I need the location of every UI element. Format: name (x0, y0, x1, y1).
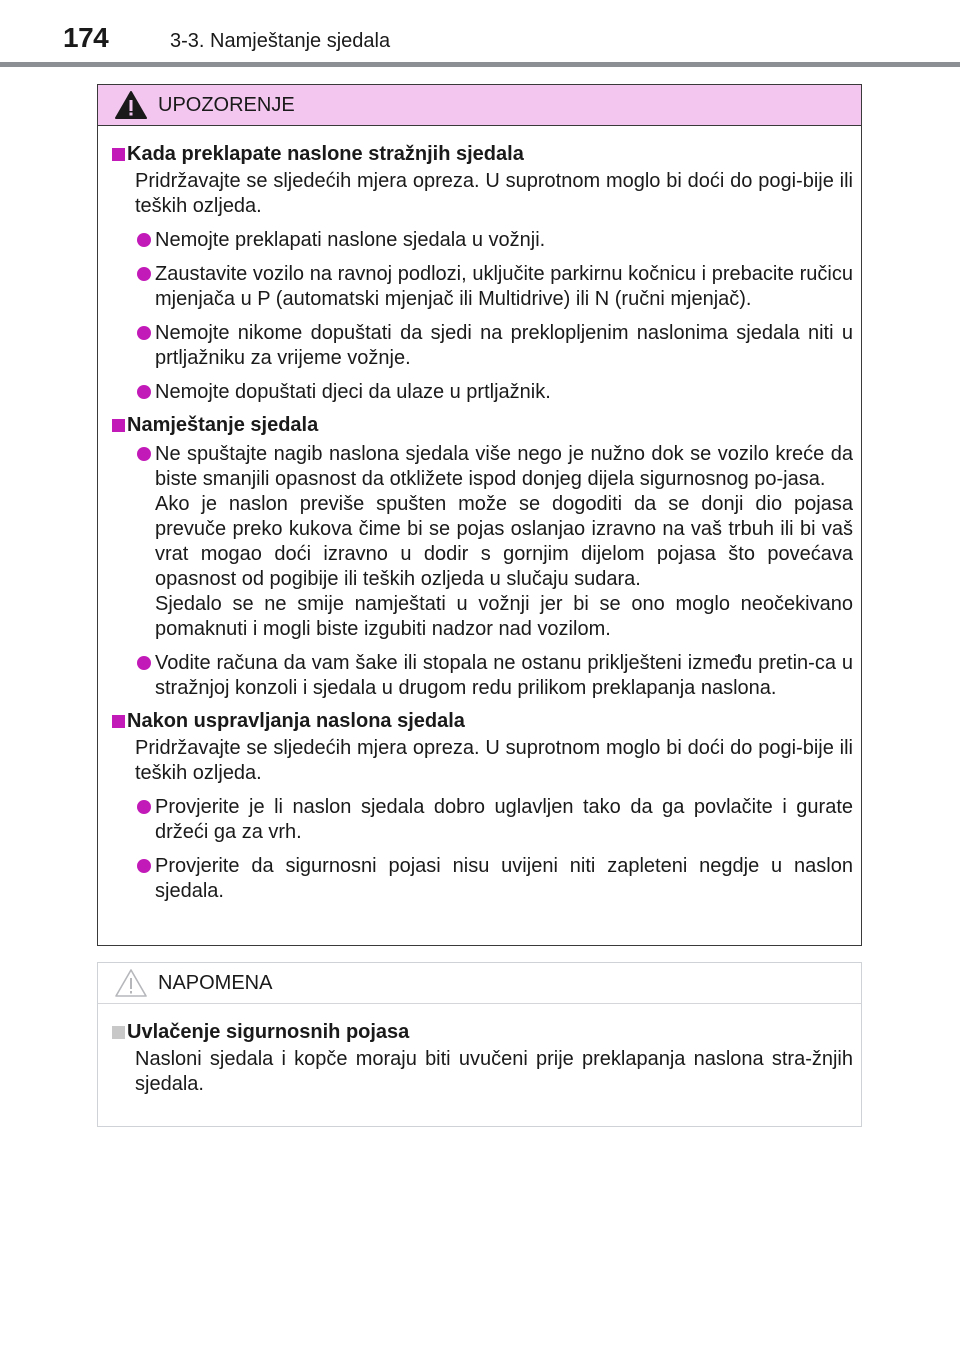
warning-box (97, 84, 862, 946)
list-item: Zaustavite vozilo na ravnoj podlozi, uključite parkirnu kočnicu i prebacite ručicu mjenjača u P (automatski mjenjač ili Multidrive) ili N (ručni mjenjač). (127, 262, 853, 312)
warning-header (98, 85, 861, 126)
square-bullet-icon (112, 1026, 125, 1039)
notice-box (97, 962, 862, 1127)
warning-label: UPOZORENJE (158, 94, 295, 116)
round-bullet-icon (137, 233, 151, 247)
list-item: Vodite računa da vam šake ili stopala ne ostanu priklješteni između pretin-ca u stražnjoj konzoli i sjedala u drugom redu prilikom preklapanja naslona. (127, 651, 853, 701)
warning-triangle-icon (115, 90, 147, 120)
round-bullet-icon (137, 385, 151, 399)
square-bullet-icon (112, 715, 125, 728)
notice-triangle-outline-icon (115, 968, 147, 998)
notice-section-title: Uvlačenje sigurnosnih pojasa (127, 1021, 410, 1043)
list-item: Provjerite da sigurnosni pojasi nisu uvijeni niti zapleteni negdje u naslon sjedala. (127, 854, 853, 904)
notice-body (98, 1004, 861, 1097)
page-header (0, 0, 960, 72)
list-item: Nemojte dopuštati djeci da ulaze u prtljažnik. (127, 380, 853, 405)
list-item: Nemojte nikome dopuštati da sjedi na preklopljenim naslonima sjedala niti u prtljažniku za vrijeme vožnje. (127, 321, 853, 371)
warning-section-title: Kada preklapate naslone stražnjih sjedala (127, 143, 524, 165)
round-bullet-icon (137, 267, 151, 281)
warning-section (110, 142, 853, 405)
notice-header (98, 963, 861, 1004)
notice-section-text: Nasloni sjedala i kopče moraju biti uvučeni prije preklapanja naslona stra-žnjih sjedala. (135, 1048, 853, 1095)
round-bullet-icon (137, 859, 151, 873)
warning-section-title: Namještanje sjedala (127, 414, 319, 436)
warning-section-title: Nakon uspravljanja naslona sjedala (127, 710, 465, 732)
warning-section (110, 413, 853, 701)
notice-section (110, 1020, 853, 1097)
warning-body (98, 126, 861, 904)
list-item: Ne spuštajte nagib naslona sjedala više nego je nužno dok se vozilo kreće da biste smanjili opasnost da otkližete ispod donjeg dijela sigurnosnog po-jasa. Ako je naslon previše spušten može se dogoditi da se donji dio pojasa prevuče preko kukova čime bi se pojas oslanjao izravno na vaš trbuh ili bi vaš vrat mogao doći izravno u dodir s gornjim dijelom pojasa što povećava opasnost od pogibije ili teških ozljeda u slučaju sudara. Sjedalo se ne smije namještati u vožnji jer bi se ono moglo neočekivano pomaknuti i mogli biste izgubiti nadzor nad vozilom. (127, 442, 853, 642)
warning-section-text: Pridržavajte se sljedećih mjera opreza. U suprotnom moglo bi doći do pogi-bije ili teških ozljeda. (135, 170, 853, 217)
list-item: Provjerite je li naslon sjedala dobro uglavljen tako da ga povlačite i gurate držeći ga za vrh. (127, 795, 853, 845)
round-bullet-icon (137, 326, 151, 340)
notice-label: NAPOMENA (158, 972, 273, 994)
round-bullet-icon (137, 800, 151, 814)
section-title: 3-3. Namještanje sjedala (170, 30, 391, 52)
round-bullet-icon (137, 656, 151, 670)
page-number: 174 (63, 22, 109, 53)
list-item: Nemojte preklapati naslone sjedala u vožnji. (127, 228, 853, 253)
round-bullet-icon (137, 447, 151, 461)
square-bullet-icon (112, 419, 125, 432)
header-rule (0, 62, 960, 67)
warning-section (110, 709, 853, 904)
square-bullet-icon (112, 148, 125, 161)
warning-section-text: Pridržavajte se sljedećih mjera opreza. U suprotnom moglo bi doći do pogi-bije ili teških ozljeda. (135, 737, 853, 784)
